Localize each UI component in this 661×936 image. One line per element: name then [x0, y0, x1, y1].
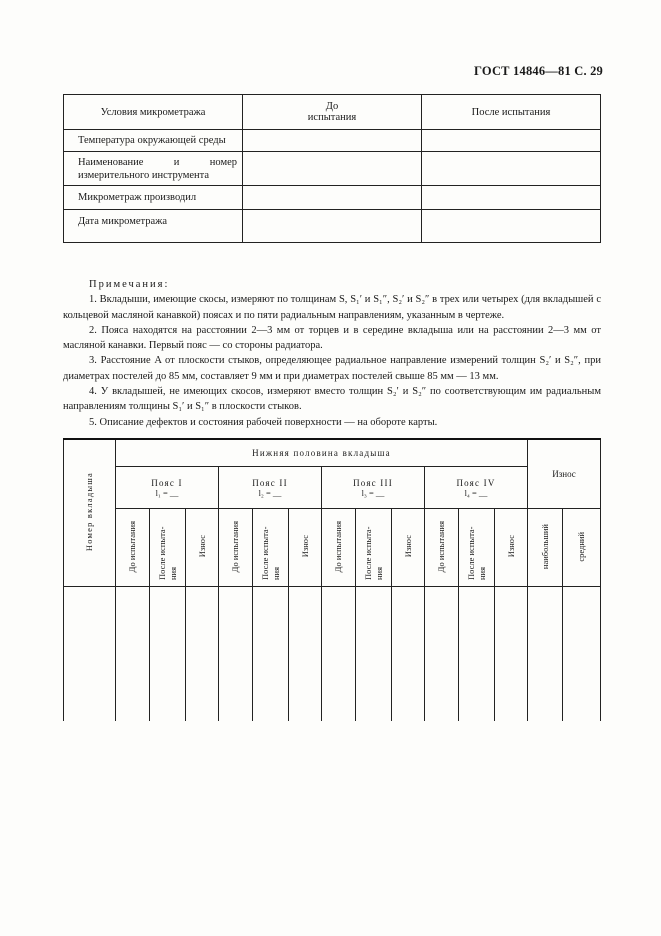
sub-col-after	[253, 509, 289, 587]
row-label-temperature: Температура окружающей среды	[64, 130, 243, 152]
belt-name: Пояс IV	[456, 477, 496, 488]
belt-length: l₃ = __	[361, 487, 385, 498]
sub-col-after	[356, 509, 392, 587]
sub-col-label: Износ	[196, 535, 207, 558]
sub-col-after	[459, 509, 495, 587]
belt-length: l₁ = __	[155, 487, 179, 498]
sub-col-label: Износ	[299, 535, 310, 558]
row-header-cell	[64, 439, 116, 587]
belt-length: l₄ = __	[464, 487, 488, 498]
notes-title: Примечания:	[89, 279, 170, 290]
sub-col-label: Износ	[402, 535, 413, 558]
belt-header	[116, 467, 219, 509]
wear-col-label: средний	[576, 531, 586, 562]
note-item: 3. Расстояние A от плоскости стыков, определяющее радиальное направление измерений толщин S₂′ и S₂″, при диаметрах постелей до 85 мм, составляет 9 мм и при диаметрах постелей свыше 85 мм — 13 мм.	[63, 355, 601, 382]
sub-col-label: После испыта-ния	[362, 525, 384, 580]
sub-col-label: До испытания	[436, 520, 446, 573]
wear-col-avg	[563, 509, 601, 587]
wear-col-label: наибольший	[539, 523, 550, 570]
sub-col-before	[219, 509, 253, 587]
cell-empty	[422, 130, 601, 152]
notes-section	[63, 277, 601, 430]
col-header-conditions: Условия микрометража	[64, 95, 243, 130]
sub-col-label: До испытания	[333, 520, 343, 573]
sub-col-wear	[392, 509, 425, 587]
row-label-date: Дата микрометража	[64, 210, 243, 243]
micrometry-conditions-table	[63, 94, 601, 243]
sub-col-wear	[289, 509, 322, 587]
sub-col-label: После испыта-ния	[465, 525, 487, 580]
note-item: 2. Пояса находятся на расстоянии 2—3 мм от торцев и в середине вкладыша или на расстоянии 2—3 мм от масляной канавки. Первый пояс — со стороны радиатора.	[63, 324, 601, 352]
measurement-table	[63, 438, 601, 721]
row-label-instrument: Наименование и номер измерительного инструмента	[64, 152, 243, 186]
note-item: 1. Вкладыши, имеющие скосы, измеряют по толщинам S, S₁′ и S₁″, S₂′ и S₂″ в трех или четырех (для вкладышей с кольцевой масляной канавкой) поясах и по пяти радиальным направлениям, указанным в чертеже.	[63, 294, 601, 321]
wear-col-max	[528, 509, 563, 587]
cell-empty	[422, 210, 601, 243]
cell-empty	[243, 210, 422, 243]
col-header-before-test: До испытания	[243, 95, 422, 130]
cell-empty	[243, 186, 422, 210]
belt-header	[219, 467, 322, 509]
sub-col-after	[150, 509, 186, 587]
sub-col-label: После испыта-ния	[259, 525, 281, 580]
row-header-label: Номер вкладыша	[84, 472, 94, 552]
sub-col-label: Износ	[505, 535, 516, 558]
belt-name: Пояс III	[353, 477, 393, 488]
sub-col-wear	[186, 509, 219, 587]
belt-name: Пояс I	[151, 477, 183, 488]
belt-header	[425, 467, 528, 509]
table-row	[64, 587, 601, 721]
wear-header: Износ	[528, 439, 601, 509]
note-item: 4. У вкладышей, не имеющих скосов, измеряют вместо толщин S₂′ и S₂″ по соответствующим им радиальным направлениям толщины S₁′ и S₁″ в плоскости стыков.	[63, 386, 601, 413]
sub-col-before	[322, 509, 356, 587]
sub-col-before	[425, 509, 459, 587]
note-item: 5. Описание дефектов и состояния рабочей поверхности — на обороте карты.	[89, 416, 438, 428]
belt-name: Пояс II	[252, 477, 288, 488]
cell-empty	[243, 152, 422, 186]
sub-col-label: До испытания	[230, 520, 240, 573]
belt-header	[322, 467, 425, 509]
group-header: Нижняя половина вкладыша	[116, 439, 528, 467]
cell-empty	[243, 130, 422, 152]
cell-empty	[422, 186, 601, 210]
page-header: ГОСТ 14846—81 С. 29	[474, 64, 603, 78]
sub-col-label: После испыта-ния	[156, 525, 178, 580]
sub-col-label: До испытания	[127, 520, 137, 573]
sub-col-wear	[495, 509, 528, 587]
belt-length: l₂ = __	[258, 487, 282, 498]
cell-empty	[422, 152, 601, 186]
col-header-after-test: После испытания	[422, 95, 601, 130]
sub-col-before	[116, 509, 150, 587]
row-label-performed-by: Микрометраж производил	[64, 186, 243, 210]
